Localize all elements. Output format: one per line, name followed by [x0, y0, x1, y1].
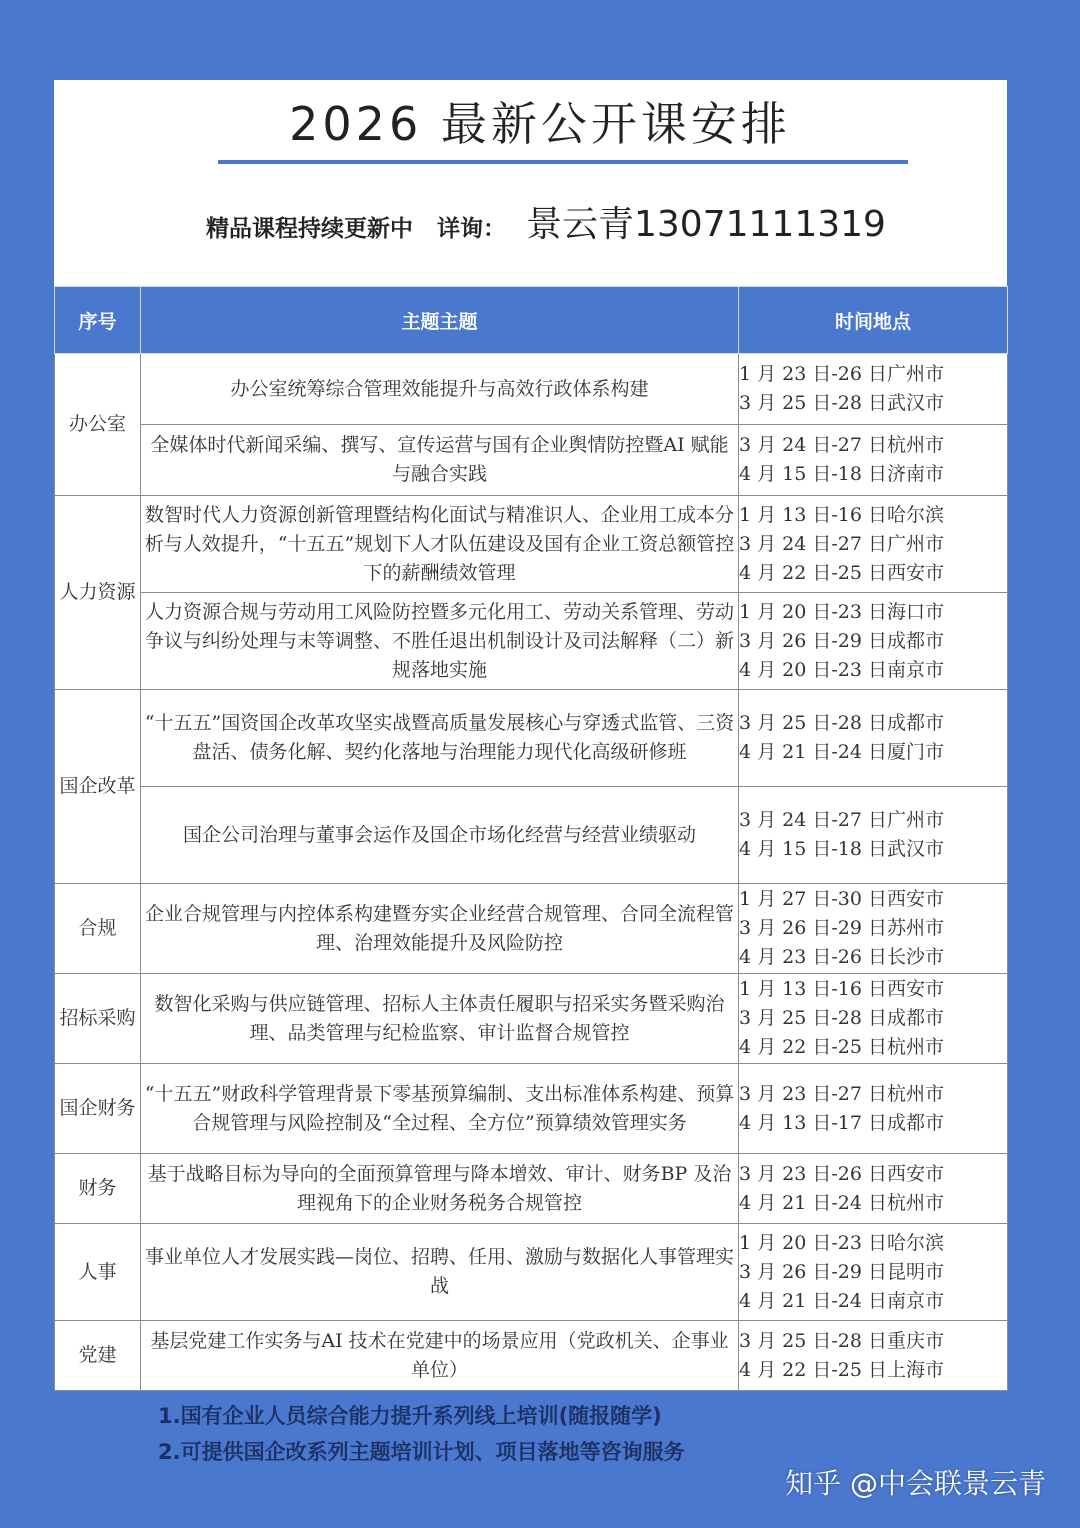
notes	[158, 1400, 685, 1472]
schedule-entry: 3 月 26 日-29 日昆明市	[739, 1260, 945, 1283]
schedule-entry: 1 月 13 日-16 日哈尔滨	[739, 503, 945, 526]
schedule-entry: 1 月 13 日-16 日西安市	[739, 978, 945, 1000]
topic-cell: 人力资源合规与劳动用工风险防控暨多元化用工、劳动关系管理、劳动争议与纠纷处理与末等调整、不胜任退出机制设计及司法解释（二）新规落地实施	[141, 593, 739, 690]
schedule-entry: 1 月 23 日-26 日广州市	[739, 363, 945, 385]
topic-cell: 数智时代人力资源创新管理暨结构化面试与精准识人、企业用工成本分析与人效提升，“十五五”规划下人才队伍建设及国有企业工资总额管控下的薪酬绩效管理	[141, 496, 739, 593]
table-header-row	[55, 287, 1008, 354]
schedule-entry: 3 月 24 日-27 日杭州市	[739, 434, 945, 456]
schedule-entry: 3 月 23 日-26 日西安市	[739, 1162, 945, 1185]
schedule-entry: 3 月 25 日-28 日成都市	[739, 1007, 945, 1029]
schedule-entry: 4 月 20 日-23 日南京市	[739, 658, 945, 681]
table-row	[55, 787, 1008, 884]
schedule-entry: 4 月 21 日-24 日南京市	[739, 1289, 945, 1312]
column-header-topic: 主题主题	[141, 287, 739, 354]
table-row	[55, 1321, 1008, 1391]
column-header-schedule: 时间地点	[739, 287, 1008, 354]
topic-cell: 基于战略目标为导向的全面预算管理与降本增效、审计、财务BP 及治理视角下的企业财务税务合规管控	[141, 1154, 739, 1224]
schedule-entry: 4 月 21 日-24 日厦门市	[739, 741, 945, 763]
category-cell: 党建	[55, 1321, 141, 1391]
schedule-cell	[739, 974, 1008, 1064]
topic-cell: 基层党建工作实务与AI 技术在党建中的场景应用（党政机关、企事业单位）	[141, 1321, 739, 1391]
note-item: 1.国有企业人员综合能力提升系列线上培训(随报随学)	[158, 1404, 662, 1428]
topic-cell: 全媒体时代新闻采编、撰写、宣传运营与国有企业舆情防控暨AI 赋能与融合实践	[141, 425, 739, 496]
subtitle-row	[206, 196, 886, 247]
schedule-cell	[739, 1224, 1008, 1321]
table-row	[55, 1064, 1008, 1154]
schedule-entry: 4 月 21 日-24 日杭州市	[739, 1191, 945, 1214]
table-row	[55, 593, 1008, 690]
category-cell: 招标采购	[55, 974, 141, 1064]
table-row	[55, 1154, 1008, 1224]
schedule-cell	[739, 1064, 1008, 1154]
table-row	[55, 884, 1008, 974]
column-header-index: 序号	[55, 287, 141, 354]
schedule-entry: 4 月 23 日-26 日长沙市	[739, 946, 945, 968]
schedule-cell	[739, 593, 1008, 690]
subtitle-text: 精品课程持续更新中	[206, 216, 413, 242]
category-cell: 人力资源	[55, 496, 141, 690]
schedule-entry: 4 月 22 日-25 日杭州市	[739, 1036, 945, 1058]
table-row	[55, 690, 1008, 787]
title-underline	[218, 160, 908, 164]
category-cell: 办公室	[55, 354, 141, 496]
table-row	[55, 974, 1008, 1064]
schedule-cell	[739, 496, 1008, 593]
schedule-entry: 3 月 24 日-27 日广州市	[739, 532, 945, 555]
schedule-entry: 4 月 22 日-25 日西安市	[739, 561, 945, 584]
note-item: 2.可提供国企改系列主题培训计划、项目落地等咨询服务	[158, 1440, 685, 1464]
schedule-cell	[739, 884, 1008, 974]
schedule-entry: 3 月 24 日-27 日广州市	[739, 809, 945, 831]
schedule-entry: 4 月 15 日-18 日武汉市	[739, 838, 945, 860]
schedule-entry: 3 月 26 日-29 日苏州市	[739, 917, 945, 939]
category-cell: 人事	[55, 1224, 141, 1321]
schedule-entry: 4 月 22 日-25 日上海市	[739, 1358, 945, 1381]
table-row	[55, 496, 1008, 593]
table-row	[55, 1224, 1008, 1321]
category-cell: 财务	[55, 1154, 141, 1224]
schedule-entry: 1 月 20 日-23 日哈尔滨	[739, 1231, 945, 1254]
topic-cell: 国企公司治理与董事会运作及国企市场化经营与经营业绩驱动	[141, 787, 739, 884]
category-cell: 国企改革	[55, 690, 141, 884]
category-cell: 合规	[55, 884, 141, 974]
schedule-entry: 1 月 20 日-23 日海口市	[739, 600, 945, 623]
schedule-entry: 1 月 27 日-30 日西安市	[739, 888, 945, 910]
topic-cell: 企业合规管理与内控体系构建暨夯实企业经营合规管理、合同全流程管理、治理效能提升及风险防控	[141, 884, 739, 974]
schedule-entry: 3 月 23 日-27 日杭州市	[739, 1082, 945, 1105]
subtitle-detail-label: 详询：	[437, 216, 506, 242]
schedule-entry: 3 月 25 日-28 日武汉市	[739, 392, 945, 414]
schedule-cell	[739, 690, 1008, 787]
schedule-cell	[739, 354, 1008, 425]
topic-cell: 办公室统筹综合管理效能提升与高效行政体系构建	[141, 354, 739, 425]
schedule-entry: 4 月 13 日-17 日成都市	[739, 1111, 945, 1134]
topic-cell: 数智化采购与供应链管理、招标人主体责任履职与招采实务暨采购治理、品类管理与纪检监察、审计监督合规管控	[141, 974, 739, 1064]
contact-info: 景云青13071111319	[526, 204, 886, 245]
schedule-cell	[739, 787, 1008, 884]
table-row	[55, 354, 1008, 425]
schedule-entry: 3 月 25 日-28 日重庆市	[739, 1329, 945, 1352]
topic-cell: “十五五”财政科学管理背景下零基预算编制、支出标准体系构建、预算合规管理与风险控制及“全过程、全方位”预算绩效管理实务	[141, 1064, 739, 1154]
category-cell: 国企财务	[55, 1064, 141, 1154]
topic-cell: 事业单位人才发展实践—岗位、招聘、任用、激励与数据化人事管理实战	[141, 1224, 739, 1321]
course-schedule-table	[54, 286, 1008, 1391]
watermark: 知乎 @中会联景云青	[785, 1467, 1046, 1500]
schedule-entry: 4 月 15 日-18 日济南市	[739, 463, 945, 485]
schedule-entry: 3 月 26 日-29 日成都市	[739, 629, 945, 652]
page-title: 2026 最新公开课安排	[289, 97, 791, 151]
schedule-cell	[739, 1154, 1008, 1224]
schedule-cell	[739, 425, 1008, 496]
table-row	[55, 425, 1008, 496]
topic-cell: “十五五”国资国企改革攻坚实战暨高质量发展核心与穿透式监管、三资盘活、债务化解、契约化落地与治理能力现代化高级研修班	[141, 690, 739, 787]
schedule-cell	[739, 1321, 1008, 1391]
schedule-entry: 3 月 25 日-28 日成都市	[739, 712, 945, 734]
